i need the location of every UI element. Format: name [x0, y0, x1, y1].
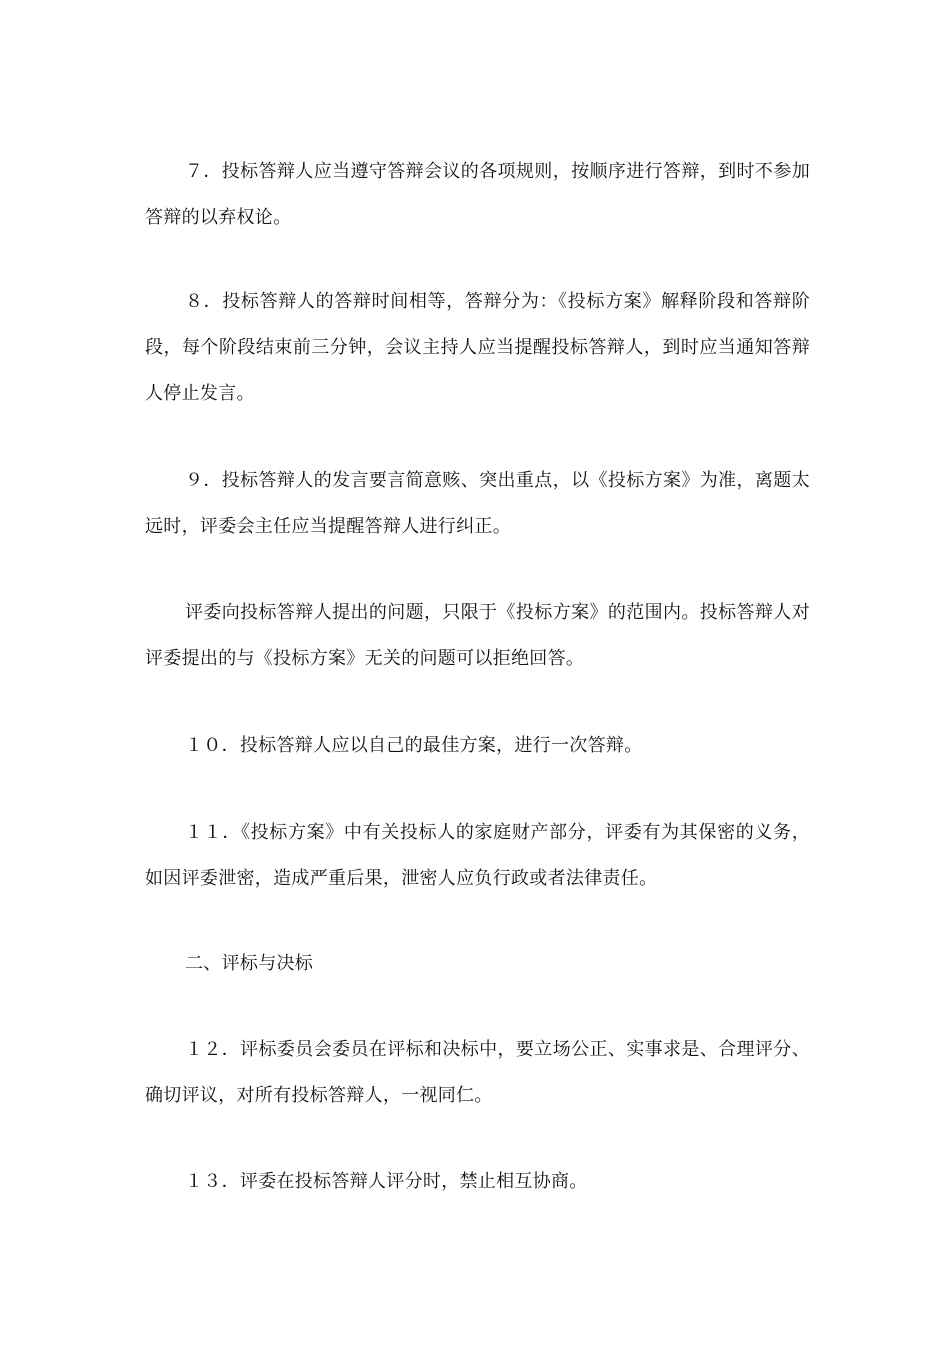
paragraph-item-13: １３．评委在投标答辩人评分时，禁止相互协商。: [185, 1171, 588, 1192]
section-heading: 二、评标与决标: [185, 953, 314, 974]
paragraph-item-11: １１．《投标方案》中有关投标人的家庭财产部分，评委有为其保密的义务，如因评委泄密，造成严重后果，泄密人应负行政或者法律责任。: [145, 822, 810, 889]
paragraph-item-8: ８．投标答辩人的答辩时间相等，答辩分为：《投标方案》解释阶段和答辩阶段，每个阶段结束前三分钟，会议主持人应当提醒投标答辩人，到时应当通知答辩人停止发言。: [145, 291, 810, 404]
paragraph-item-7: ７．投标答辩人应当遵守答辩会议的各项规则，按顺序进行答辩，到时不参加答辩的以弃权论。: [145, 161, 810, 228]
paragraph-item-12: １２．评标委员会委员在评标和决标中，要立场公正、实事求是、合理评分、确切评议，对所有投标答辩人，一视同仁。: [145, 1039, 810, 1106]
paragraph-item-10: １０．投标答辩人应以自己的最佳方案，进行一次答辩。: [185, 735, 643, 756]
paragraph-item-9: ９．投标答辩人的发言要言简意赅、突出重点，以《投标方案》为准，离题太远时，评委会主任应当提醒答辩人进行纠正。: [145, 470, 810, 537]
paragraph-item-9-note: 评委向投标答辩人提出的问题，只限于《投标方案》的范围内。投标答辩人对评委提出的与《投标方案》无关的问题可以拒绝回答。: [145, 602, 810, 669]
